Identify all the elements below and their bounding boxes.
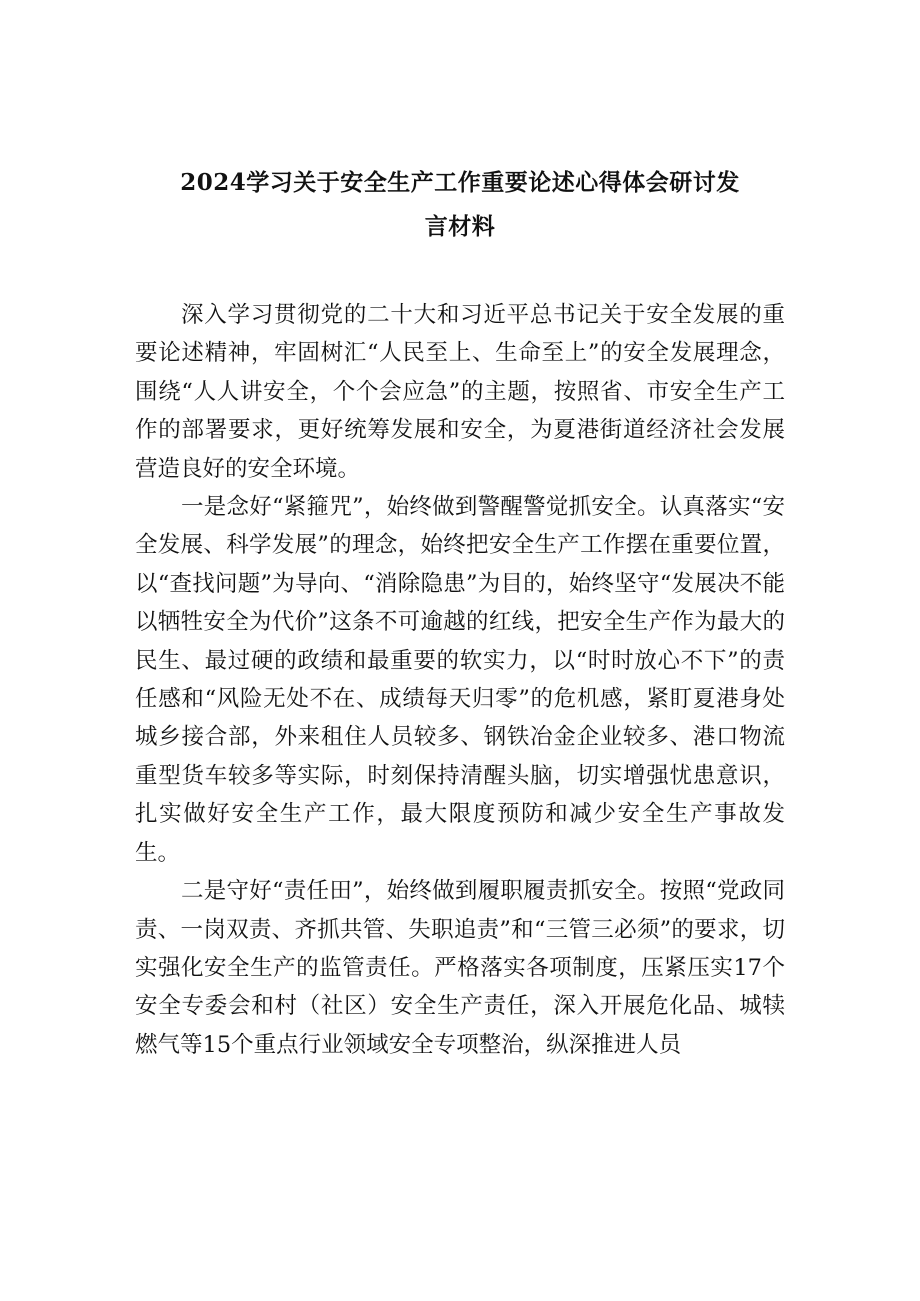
- document-body: [135, 296, 785, 1064]
- paragraph-point-two: 二是守好“责任田”，始终做到履职履责抓安全。按照“党政同责、一岗双责、齐抓共管、失职追责”和“三管三必须”的要求，切实强化安全生产的监管责任。严格落实各项制度，压紧压实17个安全专委会和村（社区）安全生产责任，深入开展危化品、城犊燃气等15个重点行业领域安全专项整治，纵深推进人员: [135, 878, 785, 1058]
- paragraph-point-one: 一是念好“紧箍咒”，始终做到警醒警觉抓安全。认真落实“安全发展、科学发展”的理念，始终把安全生产工作摆在重要位置，以“查找问题”为导向、“消除隐患”为目的，始终坚守“发展决不能以牺牲安全为代价”这条不可逾越的红线，把安全生产作为最大的民生、最过硬的政绩和最重要的软实力，以“时时放心不下”的责任感和“风险无处不在、成绩每天归零”的危机感，紧盯夏港身处城乡接合部，外来租住人员较多、钢铁冶金企业较多、港口物流重型货车较多等实际，时刻保持清醒头脑，切实增强忧患意识，扎实做好安全生产工作，最大限度预防和减少安全生产事故发生。: [135, 494, 785, 866]
- paragraph-intro: 深入学习贯彻党的二十大和习近平总书记关于安全发展的重要论述精神，牢固树汇“人民至上、生命至上”的安全发展理念，围绕“人人讲安全，个个会应急”的主题，按照省、市安全生产工作的部署要求，更好统筹发展和安全，为夏港街道经济社会发展营造良好的安全环境。: [135, 302, 785, 482]
- document-title-line-2: 言材料: [424, 213, 496, 240]
- document-title-line-1: 2024学习关于安全生产工作重要论述心得体会研讨发: [180, 169, 740, 196]
